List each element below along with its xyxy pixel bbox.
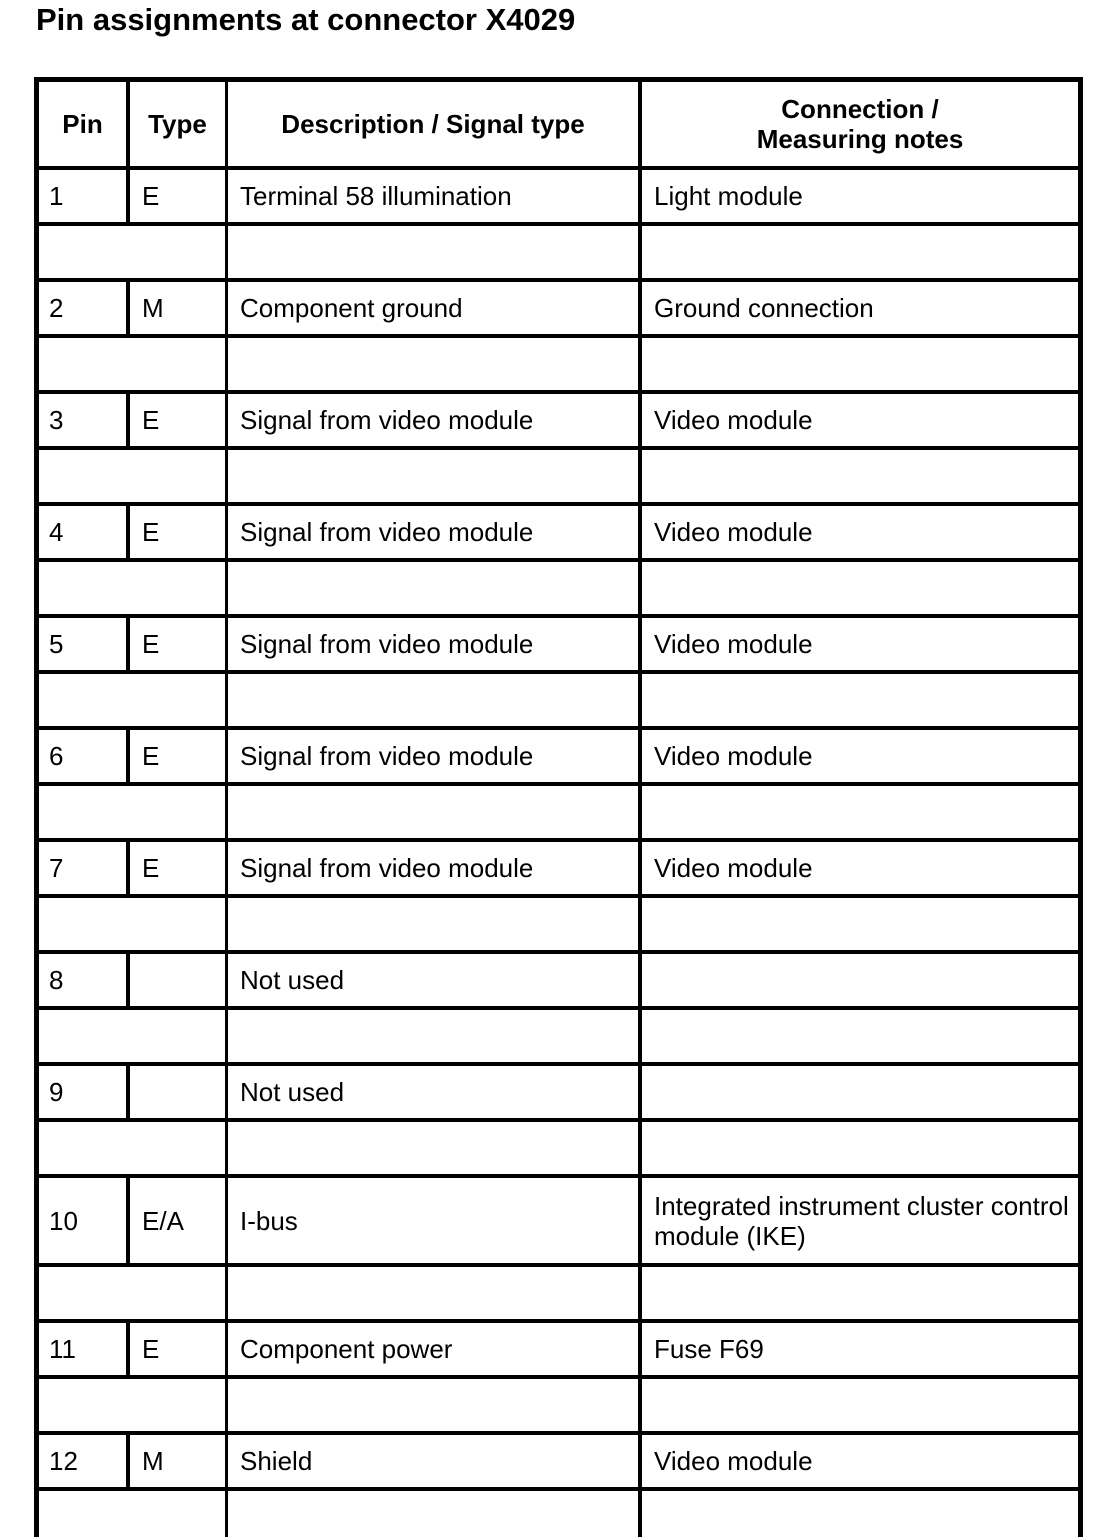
- spacer-cell: [228, 1491, 642, 1537]
- pin-cell: 12: [39, 1435, 130, 1487]
- type-cell: M: [130, 282, 228, 334]
- description-cell: Signal from video module: [228, 506, 642, 558]
- table-row: [39, 1066, 1078, 1122]
- spacer-cell: [39, 562, 228, 614]
- spacer-cell: [39, 1267, 228, 1319]
- spacer-cell: [228, 674, 642, 726]
- table-row: [39, 842, 1078, 898]
- header-connection: [642, 82, 1078, 166]
- spacer-cell: [228, 226, 642, 278]
- spacer-cell: [642, 674, 1078, 726]
- type-cell: E: [130, 394, 228, 446]
- spacer-row: [39, 1122, 1078, 1178]
- spacer-cell: [39, 1379, 228, 1431]
- spacer-cell: [228, 898, 642, 950]
- type-cell: E: [130, 618, 228, 670]
- connection-cell: Video module: [654, 1446, 813, 1476]
- spacer-cell: [228, 1379, 642, 1431]
- header-connection-line1: Connection /: [781, 94, 939, 124]
- description-cell: Component ground: [228, 282, 642, 334]
- pin-cell: 8: [39, 954, 130, 1006]
- spacer-cell: [228, 562, 642, 614]
- spacer-cell: [642, 1379, 1078, 1431]
- connection-cell: Fuse F69: [654, 1334, 764, 1364]
- spacer-row: [39, 338, 1078, 394]
- spacer-cell: [39, 1122, 228, 1174]
- spacer-cell: [228, 1267, 642, 1319]
- type-cell: [130, 954, 228, 1006]
- type-cell: E: [130, 1323, 228, 1375]
- spacer-cell: [642, 450, 1078, 502]
- description-cell: Signal from video module: [228, 394, 642, 446]
- spacer-row: [39, 450, 1078, 506]
- pin-cell: 1: [39, 170, 130, 222]
- description-cell: Signal from video module: [228, 618, 642, 670]
- description-cell: Shield: [228, 1435, 642, 1487]
- spacer-cell: [39, 226, 228, 278]
- table-header-row: [39, 82, 1078, 170]
- table-row: [39, 282, 1078, 338]
- header-pin: Pin: [39, 82, 130, 166]
- spacer-row: [39, 1491, 1078, 1537]
- connection-cell: Video module: [654, 517, 813, 547]
- header-type: Type: [130, 82, 228, 166]
- type-cell: E: [130, 506, 228, 558]
- spacer-row: [39, 562, 1078, 618]
- description-cell: Component power: [228, 1323, 642, 1375]
- type-cell: M: [130, 1435, 228, 1487]
- pin-cell: 11: [39, 1323, 130, 1375]
- spacer-row: [39, 898, 1078, 954]
- header-connection-line2: Measuring notes: [756, 124, 964, 154]
- spacer-cell: [39, 1491, 228, 1537]
- connection-cell: Video module: [654, 853, 813, 883]
- table-row: [39, 394, 1078, 450]
- type-cell: E/A: [130, 1178, 228, 1263]
- description-cell: I-bus: [228, 1178, 642, 1263]
- spacer-cell: [642, 1267, 1078, 1319]
- spacer-cell: [228, 1010, 642, 1062]
- spacer-row: [39, 1379, 1078, 1435]
- spacer-cell: [39, 1010, 228, 1062]
- pin-cell: 10: [39, 1178, 130, 1263]
- connection-cell: Integrated instrument cluster control module (IKE): [654, 1190, 1069, 1251]
- table-row: [39, 506, 1078, 562]
- type-cell: E: [130, 842, 228, 894]
- spacer-cell: [39, 450, 228, 502]
- pin-assignment-table: [34, 77, 1084, 1537]
- pin-cell: 4: [39, 506, 130, 558]
- table-row: [39, 730, 1078, 786]
- spacer-cell: [642, 1010, 1078, 1062]
- spacer-cell: [642, 1491, 1078, 1537]
- table-row: [39, 1435, 1078, 1491]
- description-cell: Signal from video module: [228, 842, 642, 894]
- header-description: Description / Signal type: [228, 82, 642, 166]
- spacer-cell: [642, 1122, 1078, 1174]
- type-cell: E: [130, 730, 228, 782]
- spacer-row: [39, 1010, 1078, 1066]
- connection-cell: [642, 1066, 1078, 1118]
- connection-cell: Video module: [654, 741, 813, 771]
- description-cell: Signal from video module: [228, 730, 642, 782]
- spacer-cell: [642, 338, 1078, 390]
- pin-cell: 9: [39, 1066, 130, 1118]
- connection-cell: [642, 954, 1078, 1006]
- spacer-cell: [39, 786, 228, 838]
- connection-cell: Light module: [654, 181, 803, 211]
- spacer-cell: [228, 786, 642, 838]
- table-row: [39, 954, 1078, 1010]
- spacer-row: [39, 786, 1078, 842]
- description-cell: Not used: [228, 954, 642, 1006]
- spacer-row: [39, 1267, 1078, 1323]
- pin-cell: 3: [39, 394, 130, 446]
- spacer-cell: [642, 562, 1078, 614]
- page-title: Pin assignments at connector X4029: [36, 2, 576, 37]
- table-frame: [34, 77, 1083, 1537]
- spacer-cell: [228, 450, 642, 502]
- pin-cell: 5: [39, 618, 130, 670]
- spacer-row: [39, 674, 1078, 730]
- connection-cell: Video module: [654, 629, 813, 659]
- spacer-cell: [642, 898, 1078, 950]
- spacer-cell: [39, 898, 228, 950]
- description-cell: Not used: [228, 1066, 642, 1118]
- table-row: [39, 170, 1078, 226]
- table-row: [39, 618, 1078, 674]
- pin-cell: 6: [39, 730, 130, 782]
- spacer-row: [39, 226, 1078, 282]
- connection-cell: Video module: [654, 405, 813, 435]
- type-cell: [130, 1066, 228, 1118]
- spacer-cell: [228, 1122, 642, 1174]
- spacer-cell: [39, 338, 228, 390]
- spacer-cell: [39, 674, 228, 726]
- description-cell: Terminal 58 illumination: [228, 170, 642, 222]
- pin-cell: 7: [39, 842, 130, 894]
- table-row: [39, 1323, 1078, 1379]
- spacer-cell: [228, 338, 642, 390]
- connection-cell: Ground connection: [654, 293, 874, 323]
- table-row: [39, 1178, 1078, 1267]
- spacer-cell: [642, 226, 1078, 278]
- pin-cell: 2: [39, 282, 130, 334]
- type-cell: E: [130, 170, 228, 222]
- spacer-cell: [642, 786, 1078, 838]
